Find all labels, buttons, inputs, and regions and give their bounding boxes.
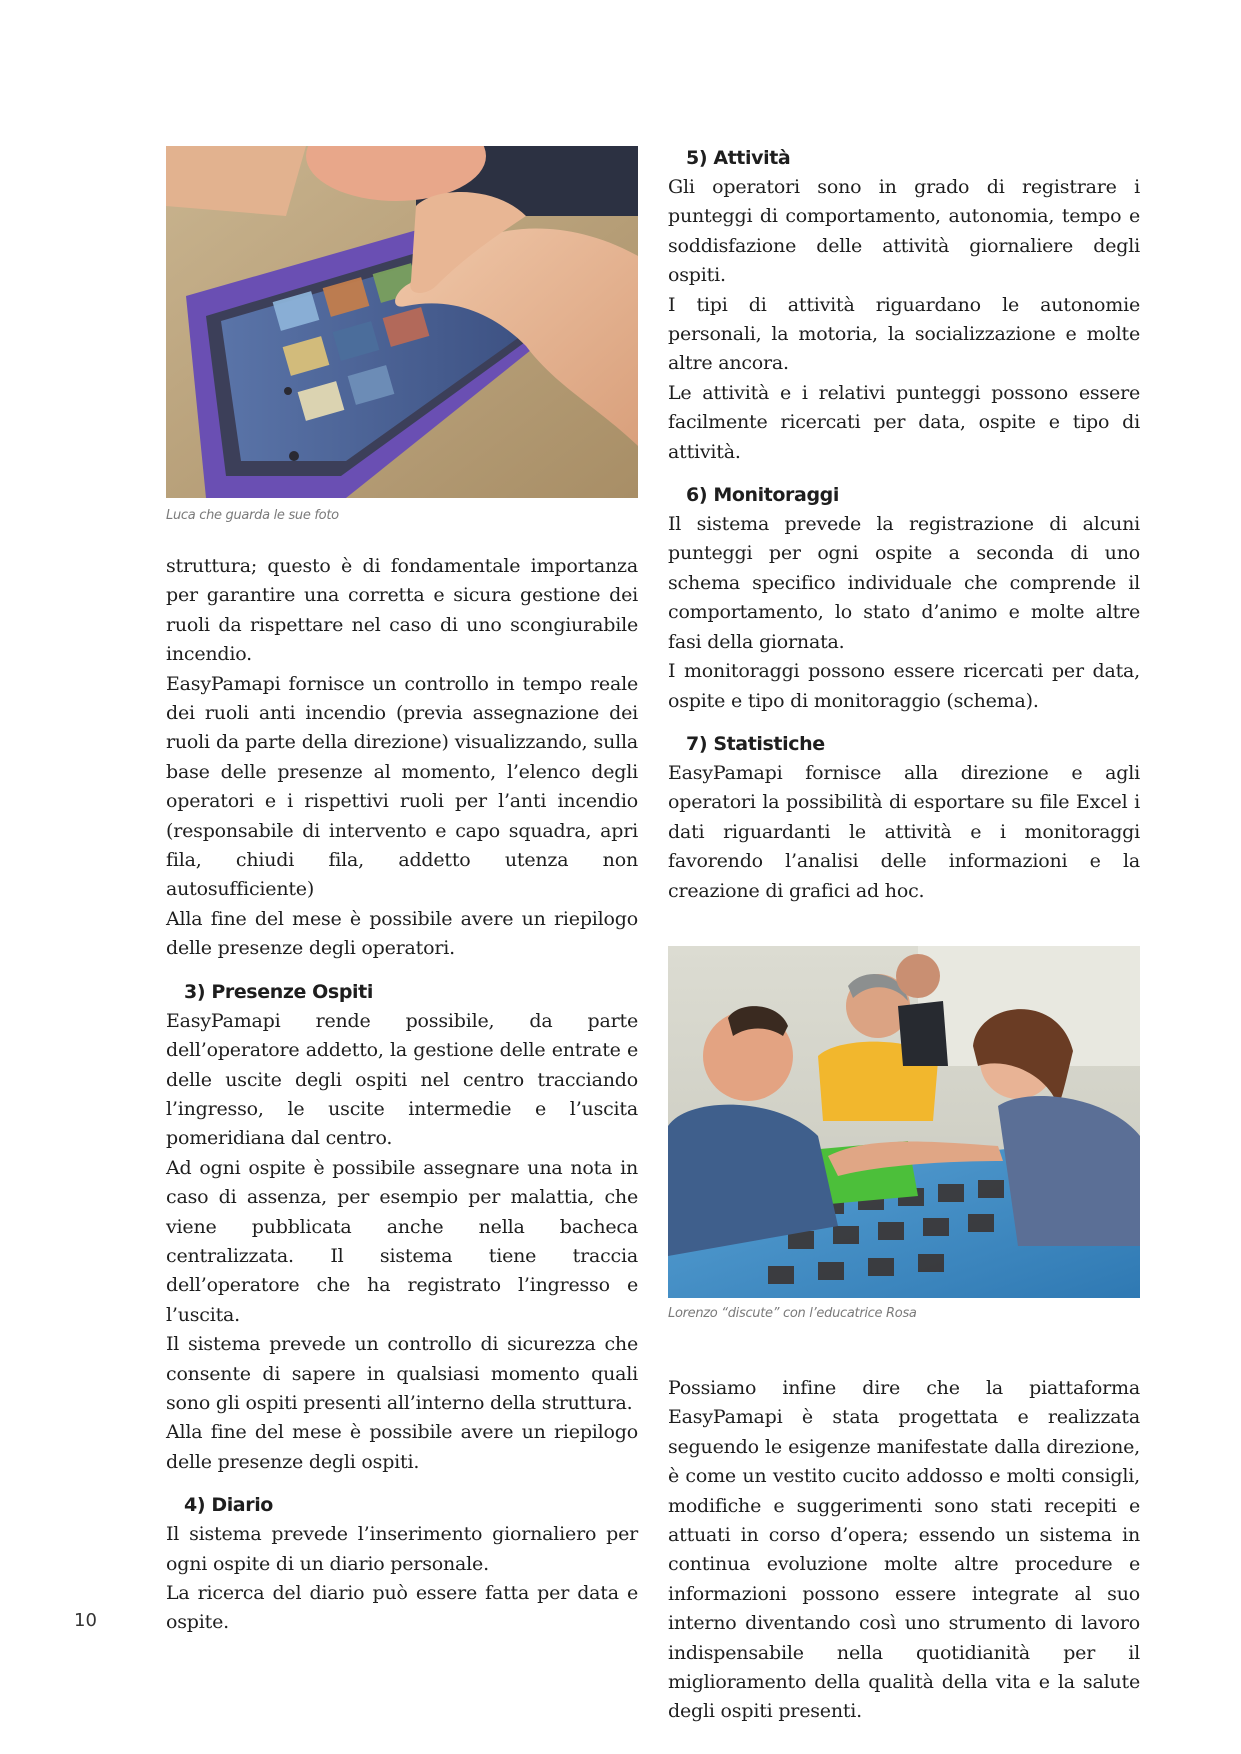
tablet-photo-image (166, 146, 638, 498)
paragraph: Il sistema prevede la registrazione di alcuni punteggi per ogni ospite a seconda di uno schema specifico individuale che comprende il comportamento, lo stato d’animo e molte altre fasi della giornata. (668, 513, 1140, 653)
paragraph: Possiamo infine dire che la piattaforma EasyPamapi è stata progettata e realizzata seguendo le esigenze manifestate dalla direzione, è come un vestito cucito addosso e molti consigli, modifiche e suggerimenti sono stati recepiti e attuati in corso d’opera; essendo un sistema in continua evoluzione molte altre procedure e informazioni possono essere integrate al suo interno diventando così uno strumento di lavoro indispensabile nella quotidianità per il miglioramento della qualità della vita e la salute degli ospiti presenti. (668, 1376, 1140, 1723)
paragraph: Il sistema prevede un controllo di sicurezza che consente di sapere in qualsiasi momento quali sono gli ospiti presenti all’interno della struttura. (166, 1333, 638, 1414)
section-heading: 7) Statistiche (686, 732, 825, 755)
paragraph: EasyPamapi fornisce alla direzione e agli operatori la possibilità di esportare su file Excel i dati riguardanti le attività e i monitoraggi favorendo l’analisi delle informazioni e la creazione di grafici ad hoc. (668, 761, 1140, 902)
paragraph: Il sistema prevede l’inserimento giornaliero per ogni ospite di un diario personale. (166, 1523, 638, 1575)
section-heading: 4) Diario (184, 1494, 273, 1517)
paragraph: struttura; questo è di fondamentale importanza per garantire una corretta e sicura gestione dei ruoli da rispettare nel caso di uno scongiurabile incendio. (166, 555, 638, 666)
paragraph: I monitoraggi possono essere ricercati per data, ospite e tipo di monitoraggio (schema). (668, 660, 1140, 712)
section-heading: 5) Attività (686, 147, 791, 169)
left-column (166, 146, 638, 1638)
section-heading: 3) Presenze Ospiti (184, 980, 373, 1003)
paragraph: EasyPamapi fornisce un controllo in tempo reale dei ruoli anti incendio (previa assegnazione dei ruoli da parte della direzione) visualizzando, sulla base delle presenze al momento, l’elenco degli operatori e i rispettivi ruoli per l’anti incendio (responsabile di intervento e capo squadra, apri fila, chiudi fila, addetto utenza non autosufficiente) (166, 672, 638, 901)
page-number: 10 (74, 1610, 97, 1631)
section-heading: 6) Monitoraggi (686, 484, 839, 507)
paragraph: Le attività e i relativi punteggi possono essere facilmente ricercati per data, ospite e tipo di attività. (668, 381, 1140, 463)
photo-caption: Lorenzo “discute” con l’educatrice Rosa (668, 1305, 917, 1321)
photo-caption: Luca che guarda le sue foto (166, 508, 339, 523)
group-photo (668, 946, 1140, 1298)
paragraph: Ad ogni ospite è possibile assegnare una nota in caso di assenza, per esempio per malattia, che viene pubblicata anche nella bacheca centralizzata. Il sistema tiene traccia dell’operatore che ha registrato l’ingresso e l’uscita. (166, 1156, 638, 1326)
paragraph: EasyPamapi rende possibile, da parte dell’operatore addetto, la gestione delle entrate e delle uscite degli ospiti nel centro tracciando l’ingresso, le uscite intermedie e l’uscita pomeridiana dal centro. (166, 1009, 638, 1150)
paragraph: Gli operatori sono in grado di registrare i punteggi di comportamento, autonomia, tempo e soddisfazione delle attività giornaliere degli ospiti. (668, 176, 1140, 287)
paragraph: Alla fine del mese è possibile avere un riepilogo delle presenze degli operatori. (166, 907, 638, 960)
paragraph: Alla fine del mese è possibile avere un riepilogo delle presenze degli ospiti. (166, 1421, 638, 1473)
right-column (668, 144, 1140, 1727)
tablet-photo (166, 146, 638, 498)
group-photo-image (668, 946, 1140, 1298)
paragraph: I tipi di attività riguardano le autonomie personali, la motoria, la socializzazione e molte altre ancora. (668, 293, 1140, 375)
paragraph: La ricerca del diario può essere fatta per data e ospite. (166, 1582, 638, 1634)
